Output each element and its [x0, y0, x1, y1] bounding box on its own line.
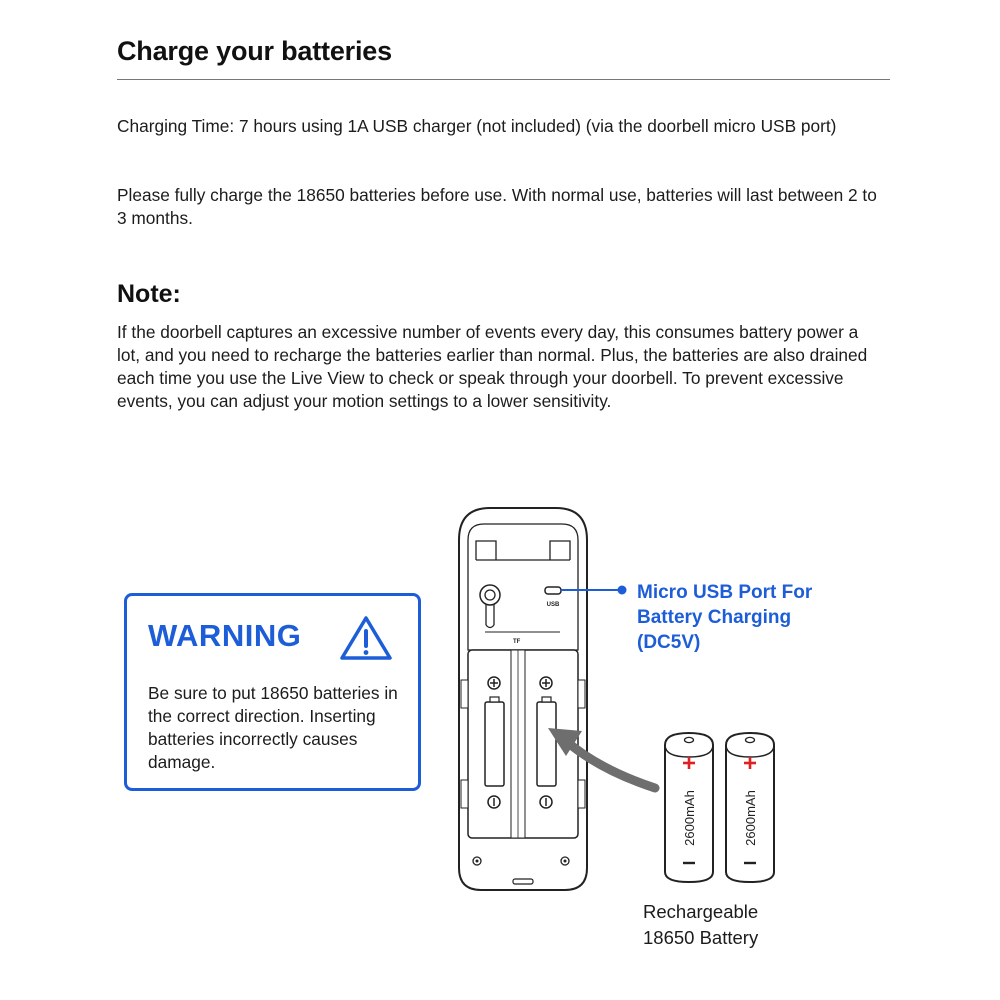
battery-capacity-label: 2600mAh: [743, 790, 758, 846]
usb-port: [545, 587, 561, 594]
doorbell-back: [459, 508, 587, 890]
warning-text: Be sure to put 18650 batteries in the correct direction. Inserting batteries incorrectly causes damage.: [148, 683, 398, 772]
battery-icon: [665, 733, 713, 882]
battery-label: [643, 899, 758, 951]
battery-icon: [726, 733, 774, 882]
charging-time-text: Charging Time: 7 hours using 1A USB charger (not included) (via the doorbell micro USB port): [117, 116, 837, 136]
usb-port-tag: USB: [546, 602, 560, 608]
note-text: If the doorbell captures an excessive number of events every day, this consumes battery power a lot, and you need to recharge the batteries earlier than normal. Plus, the batteries are also drained each time you use the Live View to check or speak through your doorbell. To prevent excessive events, you can adjust your motion settings to a lower sensitivity.: [117, 322, 868, 411]
page-title: Charge your batteries: [117, 36, 392, 66]
tf-slot-tag: TF: [513, 639, 521, 645]
usb-port-label: [637, 580, 812, 655]
charge-before-use-text: Please fully charge the 18650 batteries before use. With normal use, batteries will last between 2 to 3 months.: [117, 185, 877, 228]
battery-label-line: 18650 Battery: [643, 927, 759, 948]
battery-label-line: Rechargeable: [643, 901, 759, 922]
usb-port-label-line: (DC5V): [637, 632, 701, 653]
warning-title: WARNING: [148, 618, 302, 653]
note-heading: Note:: [117, 280, 181, 308]
usb-port-label-line: Battery Charging: [637, 607, 792, 628]
battery-capacity-label: 2600mAh: [682, 790, 697, 846]
usb-port-label-line: Micro USB Port For: [637, 582, 813, 603]
